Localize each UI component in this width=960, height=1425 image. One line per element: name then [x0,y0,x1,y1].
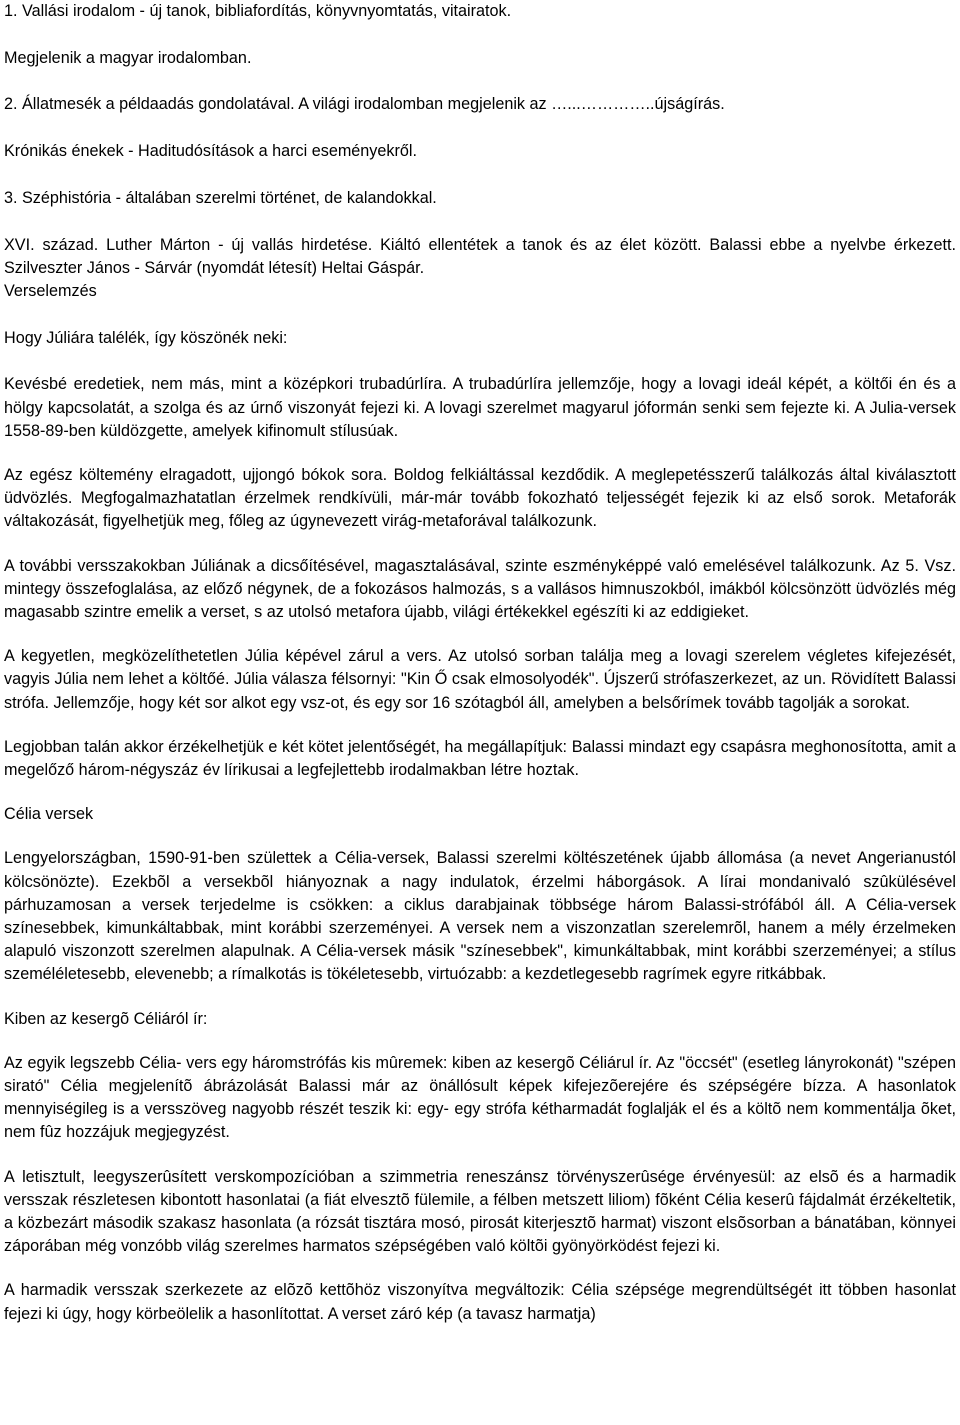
julia-paragraph-4: A kegyetlen, megközelíthetetlen Júlia képével zárul a vers. Az utolsó sorban találja meg a lovagi szerelem végletes kifejezését, vagyis Júlia nem lehet a költőé. Júlia válasza félsornyi: "Kin Ő csak elmosolyodék". Újszerű strófaszerkezet, az un. Rövidített Balassi strófa. Jellemzője, hogy két sor alkot egy vsz-ot, és egy sor 16 szótagból áll, amelyben a belsőrímek tovább tagolják a sorokat. [4,647,956,712]
xvi-century-paragraph: XVI. század. Luther Márton - új vallás hirdetése. Kiáltó ellentétek a tanok és az élet között. Balassi ebbe a nyelvbe érkezett. Szilveszter János - Sárvár (nyomdát létesít) Heltai Gáspár. [4,235,956,277]
kiben-paragraph-1: Az egyik legszebb Célia- vers egy háromstrófás kis mûremek: kiben az kesergõ Céliárul ír. Az "öccsét" (esetleg lányrokonát) "szépen sirató" Célia megjelenítõ ábrázolását Balassi már az önállósult képek kifejezõerejére és szépségére bízza. A hasonlatok mennyiségileg is a versszöveg nagyobb részét teszik ki: egy- egy strófa kétharmadát foglalják el és a költõ nem kommentálja õket, nem fûz hozzájuk megjegyzést. [4,1053,956,1142]
julia-paragraph-3: A további versszakokban Júliának a dicsőítésével, magasztalásával, szinte eszményképpé való emelésével találkozunk. Az 5. Vsz. mintegy összefoglalása, az előző négynek, de a fokozásos halmozás, s a vallásos himnuszokból, imákból kölcsönzött üdvözlés még magasabb szintre emelik a verset, s az utolsó metafora újabb, világi értékekkel egészíti ki az eddigieket. [4,556,956,621]
intro-line-5: 3. Széphistória - általában szerelmi történet, de kalandokkal. [4,188,437,207]
julia-paragraph-5: Legjobban talán akkor érzékelhetjük e két kötet jelentőségét, ha megállapítjuk: Balassi mindazt egy csapásra meghonosította, amit a megelőző három-négyszáz év lírikusai a legfejlettebb irodalmakban létre hoztak. [4,737,956,779]
intro-line-2: Megjelenik a magyar irodalomban. [4,48,252,67]
kiben-paragraph-2: A letisztult, leegyszerûsített verskompozícióban a szimmetria reneszánsz törvényszerûsége érvényesül: az elsõ és a harmadik versszak részletesen kibontott hasonlatai (a fiát elvesztõ fülemile, a félben metszett liliom) fõként Célia keserû fájdalmát érzékeltetik, a közbezárt második szakasz hasonlata (a rózsát tisztára mosó, pirosát kiterjesztõ harmat) viszont elsõsorban a bánatában, könnyei záporában még vonzóbb világ szerelmes harmatos szépségében való költõi gyönyörködést fejezi ki. [4,1167,956,1256]
document-page [4,0,956,1326]
celia-heading: Célia versek [4,805,94,824]
julia-paragraph-1: Kevésbé eredetiek, nem más, mint a középkori trubadúrlíra. A trubadúrlíra jellemzője, hogy a lovagi ideál képét, a költői én és a hölgy kapcsolatát, a szolga és az úrnő viszonyát fejezi ki. A lovagi szerelmet magyarul jóformán senki sem fejezte ki. A Julia-versek 1558-89-ben küldözgette, amelyek kifinomult stílusúak. [4,375,956,440]
julia-poem-heading: Hogy Júliára talélék, így köszönék neki: [4,328,288,347]
intro-line-4: Krónikás énekek - Haditudósítások a harci eseményekről. [4,142,417,161]
verselemzes-label: Verselemzés [4,281,97,300]
julia-paragraph-2: Az egész költemény elragadott, ujjongó bókok sora. Boldog felkiáltással kezdődik. A meglepetésszerű találkozás által kiválasztott üdvözlés. Megfogalmazhatatlan érzelmek rendkívüli, már-már tovább fokozható teljességét fejezik ki az első sorok. Metaforák váltakozását, figyelhetjük meg, főleg az úgynevezett virág-metaforával találkozunk. [4,465,956,531]
kiben-heading: Kiben az kesergõ Céliáról ír: [4,1009,208,1028]
intro-line-3: 2. Állatmesék a példaadás gondolatával. A világi irodalomban megjelenik az …...…………..újságírás. [4,95,725,114]
celia-paragraph: Lengyelországban, 1590-91-ben születtek a Célia-versek, Balassi szerelmi költészetének újabb állomása (a nevet Angerianustól kölcsönözte). Ezekbõl a versekbõl hiányoznak a nagy indulatok, érzelmi háborgások. A lírai mondanivaló szûkülésével párhuzamosan a versek terjedelme is csökken: a ciklus darabjainak többsége három Balassi-strófából áll. A Célia-versek színesebbek, kimunkáltabbak, mint korábbi szerzeményei. A versek nem a viszonzatlan szerelemrõl, hanem a mély érzelmeken alapuló viszonzott szerelmen alapulnak. A Célia-versek másik "színesebbek", kimunkáltabbak, mint korábbi szerzeményei; a stílus személéletesebb, elevenebb; a rímalkotás is tökéletesebb, virtuózabb: a kezdetlegesebb ragrímek egyre ritkábbak. [4,849,956,984]
intro-line-1: 1. Vallási irodalom - új tanok, bibliafordítás, könyvnyomtatás, vitairatok. [4,2,512,20]
kiben-paragraph-3: A harmadik versszak szerkezete az elõzõ kettõhöz viszonyítva megváltozik: Célia szépsége megrendültségét itt többen hasonlat fejezi ki úgy, hogy körbeölelik a hasonlítottat. A verset záró kép (a tavasz harmatja) [4,1281,956,1323]
